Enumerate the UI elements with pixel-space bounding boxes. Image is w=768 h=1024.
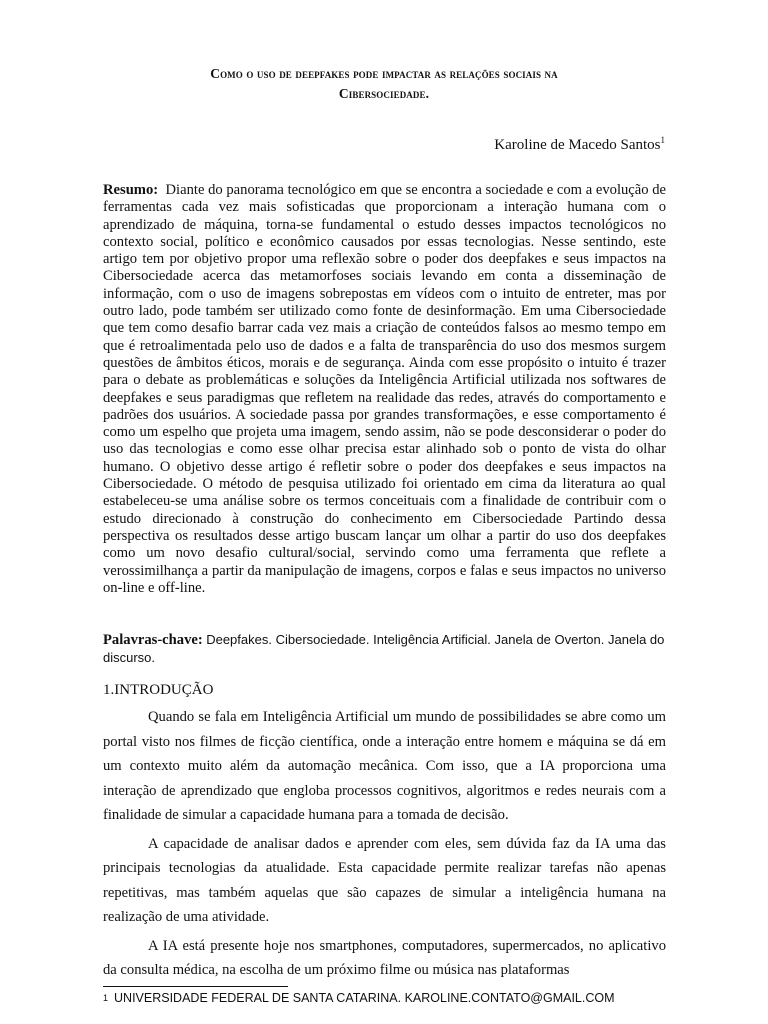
keywords <box>103 631 666 668</box>
paragraph: A capacidade de analisar dados e aprender com eles, sem dúvida faz da IA uma das principais tecnologias da atualidade. Esta capacidade permite realizar tarefas não apenas repetitivas, mas também aquelas que são capazes de simular a inteligência humana na realização de uma atividade. <box>103 835 666 925</box>
title-line-2: Cibersociedade. <box>338 86 430 101</box>
footnote-divider <box>103 986 288 987</box>
author-line <box>494 130 665 155</box>
footnote <box>103 990 615 1006</box>
abstract-text: Diante do panorama tecnológico em que se encontra a sociedade e com a evolução de ferramentas cada vez mais sofisticadas que proporcionam a interação humana com o aprendizado de máquina, torna-se fundamental o estudo desses impactos tecnológicos no contexto social, político e econômico causados por essas tecnologias. Nesse sentindo, este artigo tem por objetivo propor uma reflexão sobre o poder dos deepfakes e seus impactos na Cibersociedade acerca das metamorfoses sociais levando em conta a disseminação de informação, com o uso de imagens sobrepostas em vídeos com o intuito de entreter, mas por outro lado, pode também ser utilizado como fonte de desinformação. Em uma Cibersociedade que tem como desafio barrar cada vez mais a criação de conteúdos falsos ao mesmo tempo em que é retroalimentada pelo uso de dados e a falta de transparência do uso dos mesmos surgem questões de âmbitos éticos, morais e de segurança. Ainda com esse propósito o intuito é trazer para o debate as problemáticas e soluções da Inteligência Artificial utilizada nos softwares de deepfakes e seus paradigmas que refletem na realidade das redes, através do comportamento e padrões dos usuários. A sociedade passa por grandes transformações, e esse comportamento é como um espelho que projeta uma imagem, sendo assim, não se pode desconsiderar o poder do uso das tecnologias e como esse olhar precisa estar alinhado sob o ponto de vista do olhar humano. O objetivo desse artigo é refletir sobre o poder dos deepfakes e seus impactos na Cibersociedade. O método de pesquisa utilizado foi orientado em cima da literatura ao qual estabeleceu-se uma análise sobre os termos conceituais com a finalidade de contribuir com o estudo direcionado à construção do conhecimento em Cibersociedade Partindo dessa perspectiva os resultados desse artigo buscam lançar um olhar a partir do uso dos deepfakes como um novo desafio cultural/social, servindo como uma ferramenta que reflete a verossimilhança a partir da manipulação de imagens, corpos e falas e seus impactos no universo on-line e off-line. <box>103 182 667 596</box>
keywords-text: Deepfakes. Cibersociedade. Inteligência Artificial. Janela de Overton. Janela do discurso. <box>103 632 665 666</box>
abstract <box>103 182 666 597</box>
author-footnote-mark: 1 <box>660 135 665 145</box>
paragraph: Quando se fala em Inteligência Artificial um mundo de possibilidades se abre como um portal visto nos filmes de ficção científica, onde a interação entre homem e máquina se dá em um contexto muito além da automação mecânica. Com isso, que a IA proporciona uma interação de aprendizado que engloba processos cognitivos, algoritmos e redes neurais com a finalidade de simular a capacidade humana para a tomada de decisão. <box>103 709 666 823</box>
introduction-body <box>103 705 666 987</box>
footnote-text: UNIVERSIDADE FEDERAL DE SANTA CATARINA. KAROLINE.CONTATO@GMAIL.COM <box>114 991 615 1005</box>
keywords-label: Palavras-chave: <box>103 632 203 648</box>
footnote-mark: 1 <box>103 993 109 1003</box>
paper-title <box>100 64 668 104</box>
author-name: Karoline de Macedo Santos <box>494 137 661 153</box>
section-heading-introduction: 1.INTRODUÇÃO <box>103 682 214 698</box>
abstract-label: Resumo: <box>103 182 159 198</box>
title-line-1: Como o uso de deepfakes pode impactar as relações sociais na <box>210 66 558 81</box>
paragraph: A IA está presente hoje nos smartphones, computadores, supermercados, no aplicativo da consulta médica, na escolha de um próximo filme ou música nas plataformas <box>103 937 666 978</box>
